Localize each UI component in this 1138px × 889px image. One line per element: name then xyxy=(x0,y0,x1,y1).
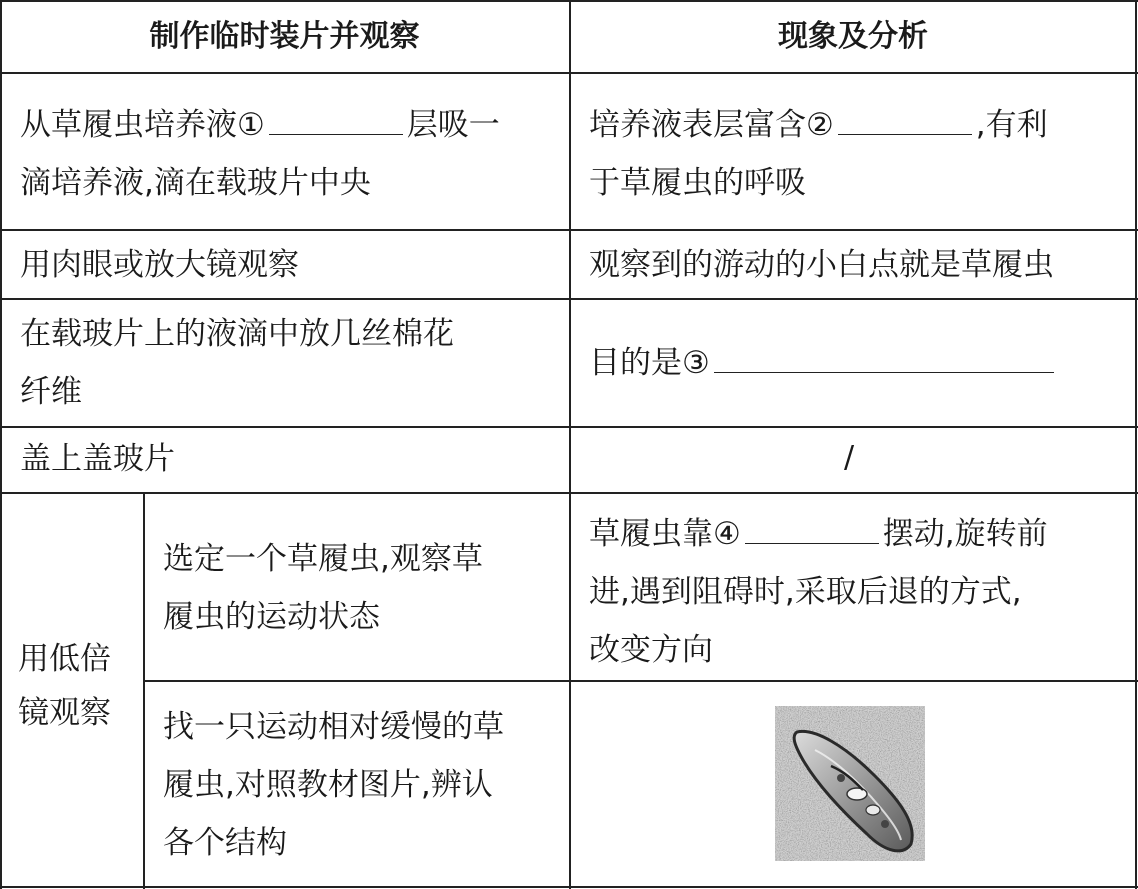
blank-2 xyxy=(838,104,972,135)
subrow1-procedure xyxy=(163,530,563,646)
blank-1 xyxy=(269,104,403,135)
row4-analysis-slash: / xyxy=(844,440,855,475)
row4-procedure: 盖上盖玻片 xyxy=(20,441,175,477)
row1-analysis xyxy=(589,96,1129,212)
blank-3 xyxy=(714,342,1054,373)
subrow1-analysis-text: 草履虫靠④ xyxy=(589,516,741,552)
row1-procedure-line2: 滴培养液,滴在载玻片中央 xyxy=(20,165,371,201)
subrow2-procedure xyxy=(163,698,563,872)
merged-label-low-power xyxy=(18,632,138,740)
row1-procedure-text-tail: 层吸一 xyxy=(406,107,500,143)
row3-analysis xyxy=(589,334,1129,392)
row1-procedure-text: 从草履虫培养液① xyxy=(20,107,265,143)
row3-procedure xyxy=(20,305,560,421)
header-observation: 现象及分析 xyxy=(778,19,928,54)
row3-procedure-line1: 在载玻片上的液滴中放几丝棉花 xyxy=(20,316,454,352)
subrow1-analysis-line2: 进,遇到阻碍时,采取后退的方式, xyxy=(589,574,1022,610)
rule-main-divider xyxy=(569,0,571,889)
row3-analysis-text: 目的是③ xyxy=(589,345,710,381)
rule-merged-divider xyxy=(143,492,145,889)
row2-analysis: 观察到的游动的小白点就是草履虫 xyxy=(589,247,1054,283)
subrow2-procedure-line3: 各个结构 xyxy=(163,825,287,861)
row2-procedure: 用肉眼或放大镜观察 xyxy=(20,247,299,283)
row3-procedure-line2: 纤维 xyxy=(20,374,82,410)
row1-analysis-line2: 于草履虫的呼吸 xyxy=(589,165,806,201)
subrow1-procedure-line1: 选定一个草履虫,观察草 xyxy=(163,541,483,577)
subrow1-procedure-line2: 履虫的运动状态 xyxy=(163,599,380,635)
row1-analysis-text-tail: ,有利 xyxy=(975,107,1048,143)
row1-analysis-text: 培养液表层富含② xyxy=(589,107,834,143)
row1-procedure xyxy=(20,96,560,212)
subrow1-analysis xyxy=(589,505,1129,679)
subrow1-analysis-line3: 改变方向 xyxy=(589,632,713,668)
table-border-right xyxy=(1135,0,1137,889)
paramecium-image xyxy=(775,706,925,861)
subrow2-procedure-line2: 履虫,对照教材图片,辨认 xyxy=(163,767,493,803)
merged-label-line2: 镜观察 xyxy=(18,695,111,731)
paramecium-micrograph xyxy=(775,706,925,861)
rule-between-subrows xyxy=(143,680,1138,682)
table-border-left xyxy=(0,0,2,889)
blank-4 xyxy=(745,513,879,544)
merged-label-line1: 用低倍 xyxy=(18,641,111,677)
header-procedure: 制作临时装片并观察 xyxy=(149,19,420,54)
subrow1-analysis-text-tail: 摆动,旋转前 xyxy=(882,516,1048,552)
subrow2-procedure-line1: 找一只运动相对缓慢的草 xyxy=(163,709,504,745)
